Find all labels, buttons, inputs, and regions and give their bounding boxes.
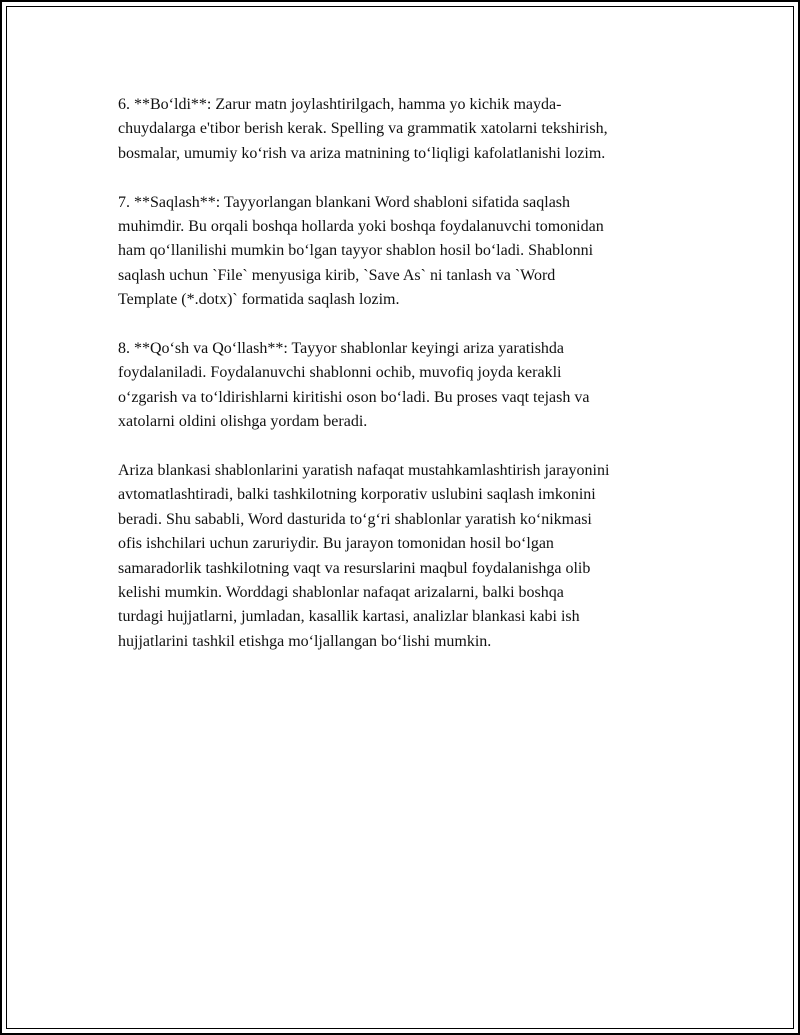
text-line: 8. **Qo‘sh va Qo‘llash**: Tayyor shablonlar keyingi ariza yaratishda — [118, 340, 565, 358]
paragraph-step-6 — [118, 93, 698, 166]
text-line: turdagi hujjatlarni, jumladan, kasallik kartasi, analizlar blankasi kabi ish — [118, 608, 580, 626]
text-line: hujjatlarini tashkil etishga mo‘ljallangan bo‘lishi mumkin. — [118, 632, 492, 650]
text-line: foydalaniladi. Foydalanuvchi shablonni ochib, muvofiq joyda kerakli — [118, 364, 562, 382]
text-line: kelishi mumkin. Worddagi shablonlar nafaqat arizalarni, balki boshqa — [118, 584, 564, 602]
text-line: Template (*.dotx)` formatida saqlash lozim. — [118, 291, 400, 309]
text-line: chuydalarga e'tibor berish kerak. Spelling va grammatik xatolarni tekshirish, — [118, 120, 608, 138]
text-line: xatolarni oldini olishga yordam beradi. — [118, 413, 368, 431]
text-line: ofis ishchilari uchun zaruriydir. Bu jarayon tomonidan hosil bo‘lgan — [118, 535, 554, 553]
text-line: Ariza blankasi shablonlarini yaratish nafaqat mustahkamlashtirish jarayonini — [118, 462, 610, 480]
text-line: muhimdir. Bu orqali boshqa hollarda yoki boshqa foydalanuvchi tomonidan — [118, 218, 604, 236]
text-line: ham qo‘llanilishi mumkin bo‘lgan tayyor shablon hosil bo‘ladi. Shablonni — [118, 242, 594, 260]
document-body — [118, 93, 698, 679]
text-line: 7. **Saqlash**: Tayyorlangan blankani Word shabloni sifatida saqlash — [118, 193, 571, 211]
text-line: samaradorlik tashkilotning vaqt va resurslarini maqbul foydalanishga olib — [118, 559, 591, 577]
text-line: avtomatlashtiradi, balki tashkilotning korporativ uslubini saqlash imkonini — [118, 486, 596, 504]
paragraph-step-8 — [118, 337, 698, 435]
text-line: bosmalar, umumiy ko‘rish va ariza matnining to‘liqligi kafolatlanishi lozim. — [118, 144, 606, 162]
text-line: o‘zgarish va to‘ldirishlarni kiritishi oson bo‘ladi. Bu proses vaqt tejash va — [118, 388, 590, 406]
text-line: beradi. Shu sababli, Word dasturida to‘g‘ri shablonlar yaratish ko‘nikmasi — [118, 510, 592, 528]
text-line: saqlash uchun `File` menyusiga kirib, `Save As` ni tanlash va `Word — [118, 266, 556, 284]
paragraph-conclusion — [118, 459, 698, 654]
text-line: 6. **Bo‘ldi**: Zarur matn joylashtirilgach, hamma yo kichik mayda- — [118, 96, 562, 113]
paragraph-step-7 — [118, 191, 698, 313]
